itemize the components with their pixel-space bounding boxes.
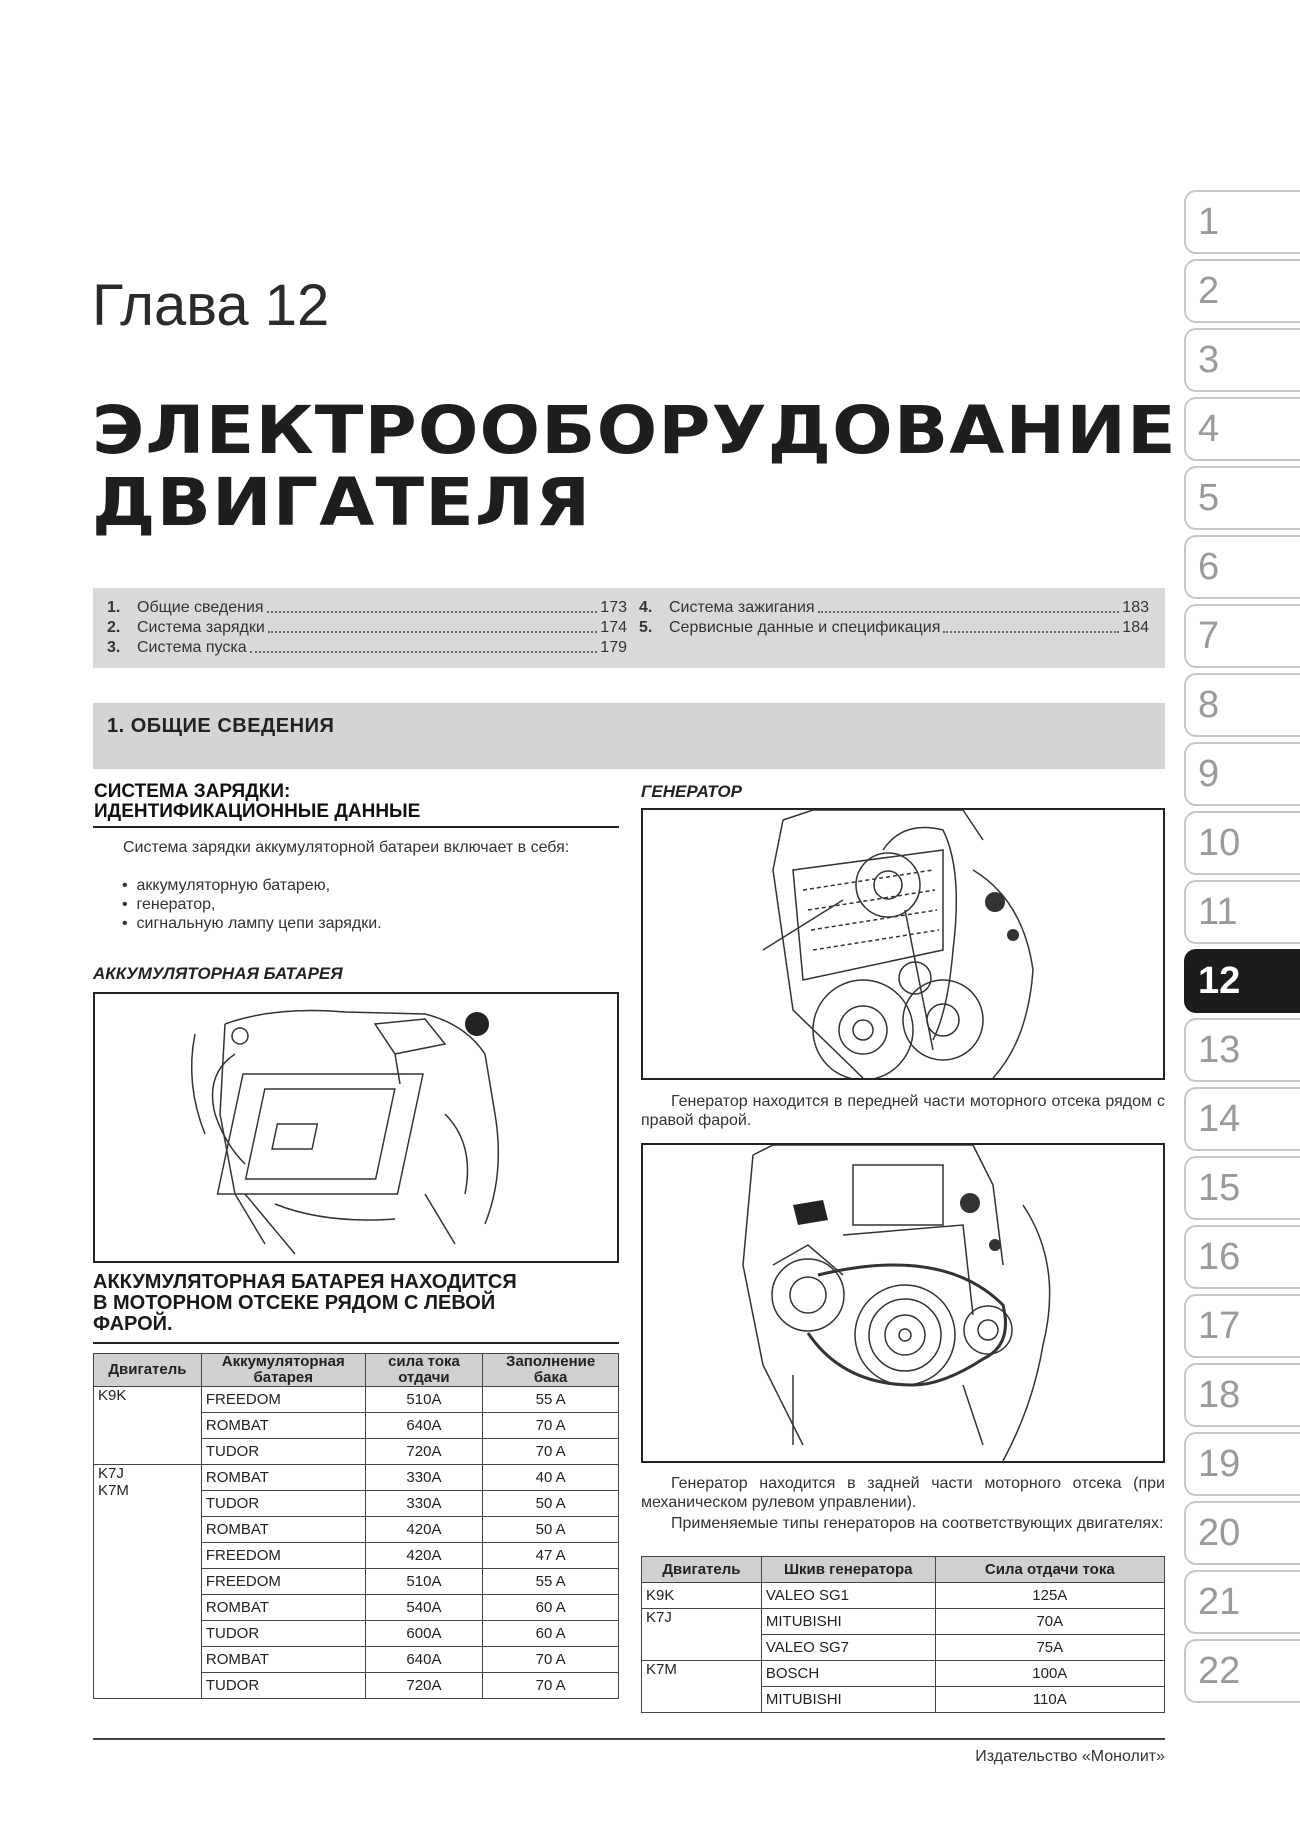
list-item: • аккумуляторную батарею, bbox=[122, 877, 331, 894]
battery-spec-table bbox=[93, 1353, 619, 1699]
table-cell: K7J bbox=[642, 1609, 762, 1661]
table-cell: 60 A bbox=[483, 1621, 619, 1647]
subheading-line1: СИСТЕМА ЗАРЯДКИ: bbox=[94, 781, 291, 802]
toc-column-left bbox=[107, 598, 627, 658]
toc-leader-dots bbox=[250, 638, 598, 653]
chapter-tab-19[interactable]: 19 bbox=[1184, 1432, 1300, 1496]
table-cell: 510A bbox=[365, 1387, 483, 1413]
chapter-tab-18[interactable]: 18 bbox=[1184, 1363, 1300, 1427]
chapter-tab-11[interactable]: 11 bbox=[1184, 880, 1300, 944]
list-item-text: сигнальную лампу цепи зарядки. bbox=[136, 915, 382, 932]
column-header: сила тока отдачи bbox=[365, 1354, 483, 1387]
table-cell: MITUBISHI bbox=[761, 1687, 935, 1713]
chapter-title-line2: ДВИГАТЕЛЯ bbox=[92, 464, 592, 541]
table-cell: FREEDOM bbox=[201, 1387, 365, 1413]
column-header: Сила отдачи тока bbox=[935, 1557, 1164, 1583]
table-cell: 420A bbox=[365, 1517, 483, 1543]
table-cell: 70 A bbox=[483, 1439, 619, 1465]
chapter-tab-15[interactable]: 15 bbox=[1184, 1156, 1300, 1220]
table-cell: 70 A bbox=[483, 1647, 619, 1673]
toc-entry[interactable] bbox=[639, 598, 1149, 618]
toc-entry[interactable] bbox=[639, 618, 1149, 638]
toc-page: 184 bbox=[1122, 619, 1149, 636]
toc-title: Система пуска bbox=[137, 639, 247, 656]
table-cell: 330A bbox=[365, 1491, 483, 1517]
chapter-tab-9[interactable]: 9 bbox=[1184, 742, 1300, 806]
generator-front-figure bbox=[641, 808, 1165, 1080]
toc-number: 3. bbox=[107, 639, 121, 656]
table-cell: 70A bbox=[935, 1609, 1164, 1635]
toc-column-right bbox=[639, 598, 1149, 638]
table-cell: 640A bbox=[365, 1413, 483, 1439]
engine-cell bbox=[94, 1465, 202, 1699]
list-item: • генератор, bbox=[122, 896, 216, 913]
toc-title: Сервисные данные и спецификация bbox=[669, 619, 941, 636]
engine-cell bbox=[94, 1387, 202, 1465]
toc-number: 4. bbox=[639, 599, 653, 616]
toc-title: Система зарядки bbox=[137, 619, 265, 636]
toc-leader-dots bbox=[267, 598, 598, 613]
chapter-tab-10[interactable]: 10 bbox=[1184, 811, 1300, 875]
list-item-text: аккумуляторную батарею, bbox=[136, 877, 331, 894]
chapter-tab-16[interactable]: 16 bbox=[1184, 1225, 1300, 1289]
chapter-tab-22[interactable]: 22 bbox=[1184, 1639, 1300, 1703]
toc-number: 1. bbox=[107, 599, 121, 616]
table-cell: 420A bbox=[365, 1543, 483, 1569]
chapter-tab-2[interactable]: 2 bbox=[1184, 259, 1300, 323]
table-cell: 510A bbox=[365, 1569, 483, 1595]
table-cell: 70 A bbox=[483, 1673, 619, 1699]
table-cell: FREEDOM bbox=[201, 1543, 365, 1569]
toc-leader-dots bbox=[818, 598, 1120, 613]
caption-line2: В МОТОРНОМ ОТСЕКЕ РЯДОМ С ЛЕВОЙ bbox=[93, 1292, 496, 1314]
table-cell: ROMBAT bbox=[201, 1413, 365, 1439]
table-cell: 55 A bbox=[483, 1387, 619, 1413]
generator-types-intro: Применяемые типы генераторов на соответствующих двигателях: bbox=[671, 1515, 1164, 1532]
table-row bbox=[94, 1387, 619, 1413]
table-cell: 110A bbox=[935, 1687, 1164, 1713]
table-cell: 47 A bbox=[483, 1543, 619, 1569]
table-cell: 70 A bbox=[483, 1413, 619, 1439]
toc-entry[interactable] bbox=[107, 638, 627, 658]
table-cell: 720A bbox=[365, 1673, 483, 1699]
generator-front-illustration bbox=[643, 810, 1163, 1078]
chapter-tab-3[interactable]: 3 bbox=[1184, 328, 1300, 392]
table-row bbox=[94, 1465, 619, 1491]
list-item-text: генератор, bbox=[136, 896, 216, 913]
publisher-footer: Издательство «Монолит» bbox=[975, 1748, 1165, 1765]
column-header: Заполнение бака bbox=[483, 1354, 619, 1387]
chapter-tab-21[interactable]: 21 bbox=[1184, 1570, 1300, 1634]
table-cell: TUDOR bbox=[201, 1491, 365, 1517]
battery-heading: АККУМУЛЯТОРНАЯ БАТАРЕЯ bbox=[93, 964, 343, 983]
table-cell: BOSCH bbox=[761, 1661, 935, 1687]
table-cell: K7M bbox=[642, 1661, 762, 1713]
column-header: Шкив генератора bbox=[761, 1557, 935, 1583]
list-item: • сигнальную лампу цепи зарядки. bbox=[122, 915, 382, 932]
toc-number: 2. bbox=[107, 619, 121, 636]
generator-spec-table bbox=[641, 1556, 1165, 1713]
chapter-tab-4[interactable]: 4 bbox=[1184, 397, 1300, 461]
chapter-tab-8[interactable]: 8 bbox=[1184, 673, 1300, 737]
table-cell: 330A bbox=[365, 1465, 483, 1491]
footer-rule bbox=[93, 1738, 1165, 1740]
chapter-tab-12[interactable]: 12 bbox=[1184, 949, 1300, 1013]
caption-line1: АККУМУЛЯТОРНАЯ БАТАРЕЯ НАХОДИТСЯ bbox=[93, 1271, 517, 1293]
table-row bbox=[642, 1583, 1165, 1609]
generator-rear-caption: Генератор находится в задней части моторного отсека (при механическом рулевом управлении). bbox=[641, 1475, 1165, 1511]
table-row bbox=[642, 1661, 1165, 1687]
table-row bbox=[642, 1609, 1165, 1635]
toc-leader-dots bbox=[943, 618, 1119, 633]
engine-code: K9K bbox=[98, 1387, 127, 1404]
table-cell: 100A bbox=[935, 1661, 1164, 1687]
toc-leader-dots bbox=[268, 618, 598, 633]
chapter-tab-17[interactable]: 17 bbox=[1184, 1294, 1300, 1358]
chapter-label: Глава 12 bbox=[92, 273, 330, 338]
generator-rear-figure bbox=[641, 1143, 1165, 1463]
toc-page: 174 bbox=[600, 619, 627, 636]
chapter-tab-20[interactable]: 20 bbox=[1184, 1501, 1300, 1565]
column-header: Двигатель bbox=[94, 1354, 202, 1387]
table-cell: 60 A bbox=[483, 1595, 619, 1621]
table-cell: 50 A bbox=[483, 1491, 619, 1517]
table-cell: ROMBAT bbox=[201, 1647, 365, 1673]
toc-page: 183 bbox=[1122, 599, 1149, 616]
generator-heading: ГЕНЕРАТОР bbox=[641, 782, 742, 801]
table-cell: 540A bbox=[365, 1595, 483, 1621]
table-cell: ROMBAT bbox=[201, 1465, 365, 1491]
generator-rear-illustration bbox=[643, 1145, 1163, 1461]
toc-title: Общие сведения bbox=[137, 599, 264, 616]
charging-system-subheading bbox=[94, 782, 618, 822]
component-list bbox=[122, 876, 602, 933]
toc-title: Система зажигания bbox=[669, 599, 815, 616]
table-cell: TUDOR bbox=[201, 1621, 365, 1647]
table-cell: 40 A bbox=[483, 1465, 619, 1491]
battery-figure bbox=[93, 992, 619, 1263]
table-cell: TUDOR bbox=[201, 1673, 365, 1699]
subheading-line2: ИДЕНТИФИКАЦИОННЫЕ ДАННЫЕ bbox=[94, 801, 421, 822]
table-header-row bbox=[94, 1354, 619, 1387]
engine-code: K7M bbox=[98, 1482, 129, 1499]
table-cell: FREEDOM bbox=[201, 1569, 365, 1595]
caption-rule bbox=[93, 1342, 619, 1344]
subheading-rule bbox=[93, 826, 619, 828]
section-heading-bar bbox=[93, 703, 1165, 769]
toc-number: 5. bbox=[639, 619, 653, 636]
table-cell: VALEO SG7 bbox=[761, 1635, 935, 1661]
battery-caption bbox=[93, 1272, 623, 1335]
battery-illustration bbox=[95, 994, 617, 1261]
table-cell: 600A bbox=[365, 1621, 483, 1647]
section-heading: 1. ОБЩИЕ СВЕДЕНИЯ bbox=[107, 715, 335, 737]
column-header: Двигатель bbox=[642, 1557, 762, 1583]
table-cell: MITUBISHI bbox=[761, 1609, 935, 1635]
chapter-tab-14[interactable]: 14 bbox=[1184, 1087, 1300, 1151]
table-cell: 55 A bbox=[483, 1569, 619, 1595]
generator-front-caption: Генератор находится в передней части моторного отсека рядом с правой фарой. bbox=[641, 1093, 1165, 1129]
table-cell: 720A bbox=[365, 1439, 483, 1465]
column-header: Аккумуляторная батарея bbox=[201, 1354, 365, 1387]
chapter-tab-5[interactable]: 5 bbox=[1184, 466, 1300, 530]
table-cell: VALEO SG1 bbox=[761, 1583, 935, 1609]
table-cell: 125A bbox=[935, 1583, 1164, 1609]
table-cell: ROMBAT bbox=[201, 1517, 365, 1543]
table-cell: 75A bbox=[935, 1635, 1164, 1661]
caption-line3: ФАРОЙ. bbox=[93, 1313, 173, 1335]
chapter-title bbox=[92, 392, 1177, 541]
toc-entry[interactable] bbox=[107, 618, 627, 638]
table-of-contents bbox=[93, 588, 1165, 668]
chapter-tab-6[interactable]: 6 bbox=[1184, 535, 1300, 599]
chapter-tab-13[interactable]: 13 bbox=[1184, 1018, 1300, 1082]
table-header-row bbox=[642, 1557, 1165, 1583]
chapter-title-line1: ЭЛЕКТРООБОРУДОВАНИЕ bbox=[92, 392, 1177, 469]
toc-page: 179 bbox=[600, 639, 627, 656]
toc-page: 173 bbox=[600, 599, 627, 616]
table-cell: K9K bbox=[642, 1583, 762, 1609]
engine-code: K7J bbox=[98, 1465, 124, 1482]
table-cell: TUDOR bbox=[201, 1439, 365, 1465]
toc-entry[interactable] bbox=[107, 598, 627, 618]
table-cell: 50 A bbox=[483, 1517, 619, 1543]
intro-paragraph: Система зарядки аккумуляторной батареи включает в себя: bbox=[123, 839, 570, 856]
table-cell: 640A bbox=[365, 1647, 483, 1673]
chapter-tab-7[interactable]: 7 bbox=[1184, 604, 1300, 668]
chapter-tab-1[interactable]: 1 bbox=[1184, 190, 1300, 254]
table-cell: ROMBAT bbox=[201, 1595, 365, 1621]
